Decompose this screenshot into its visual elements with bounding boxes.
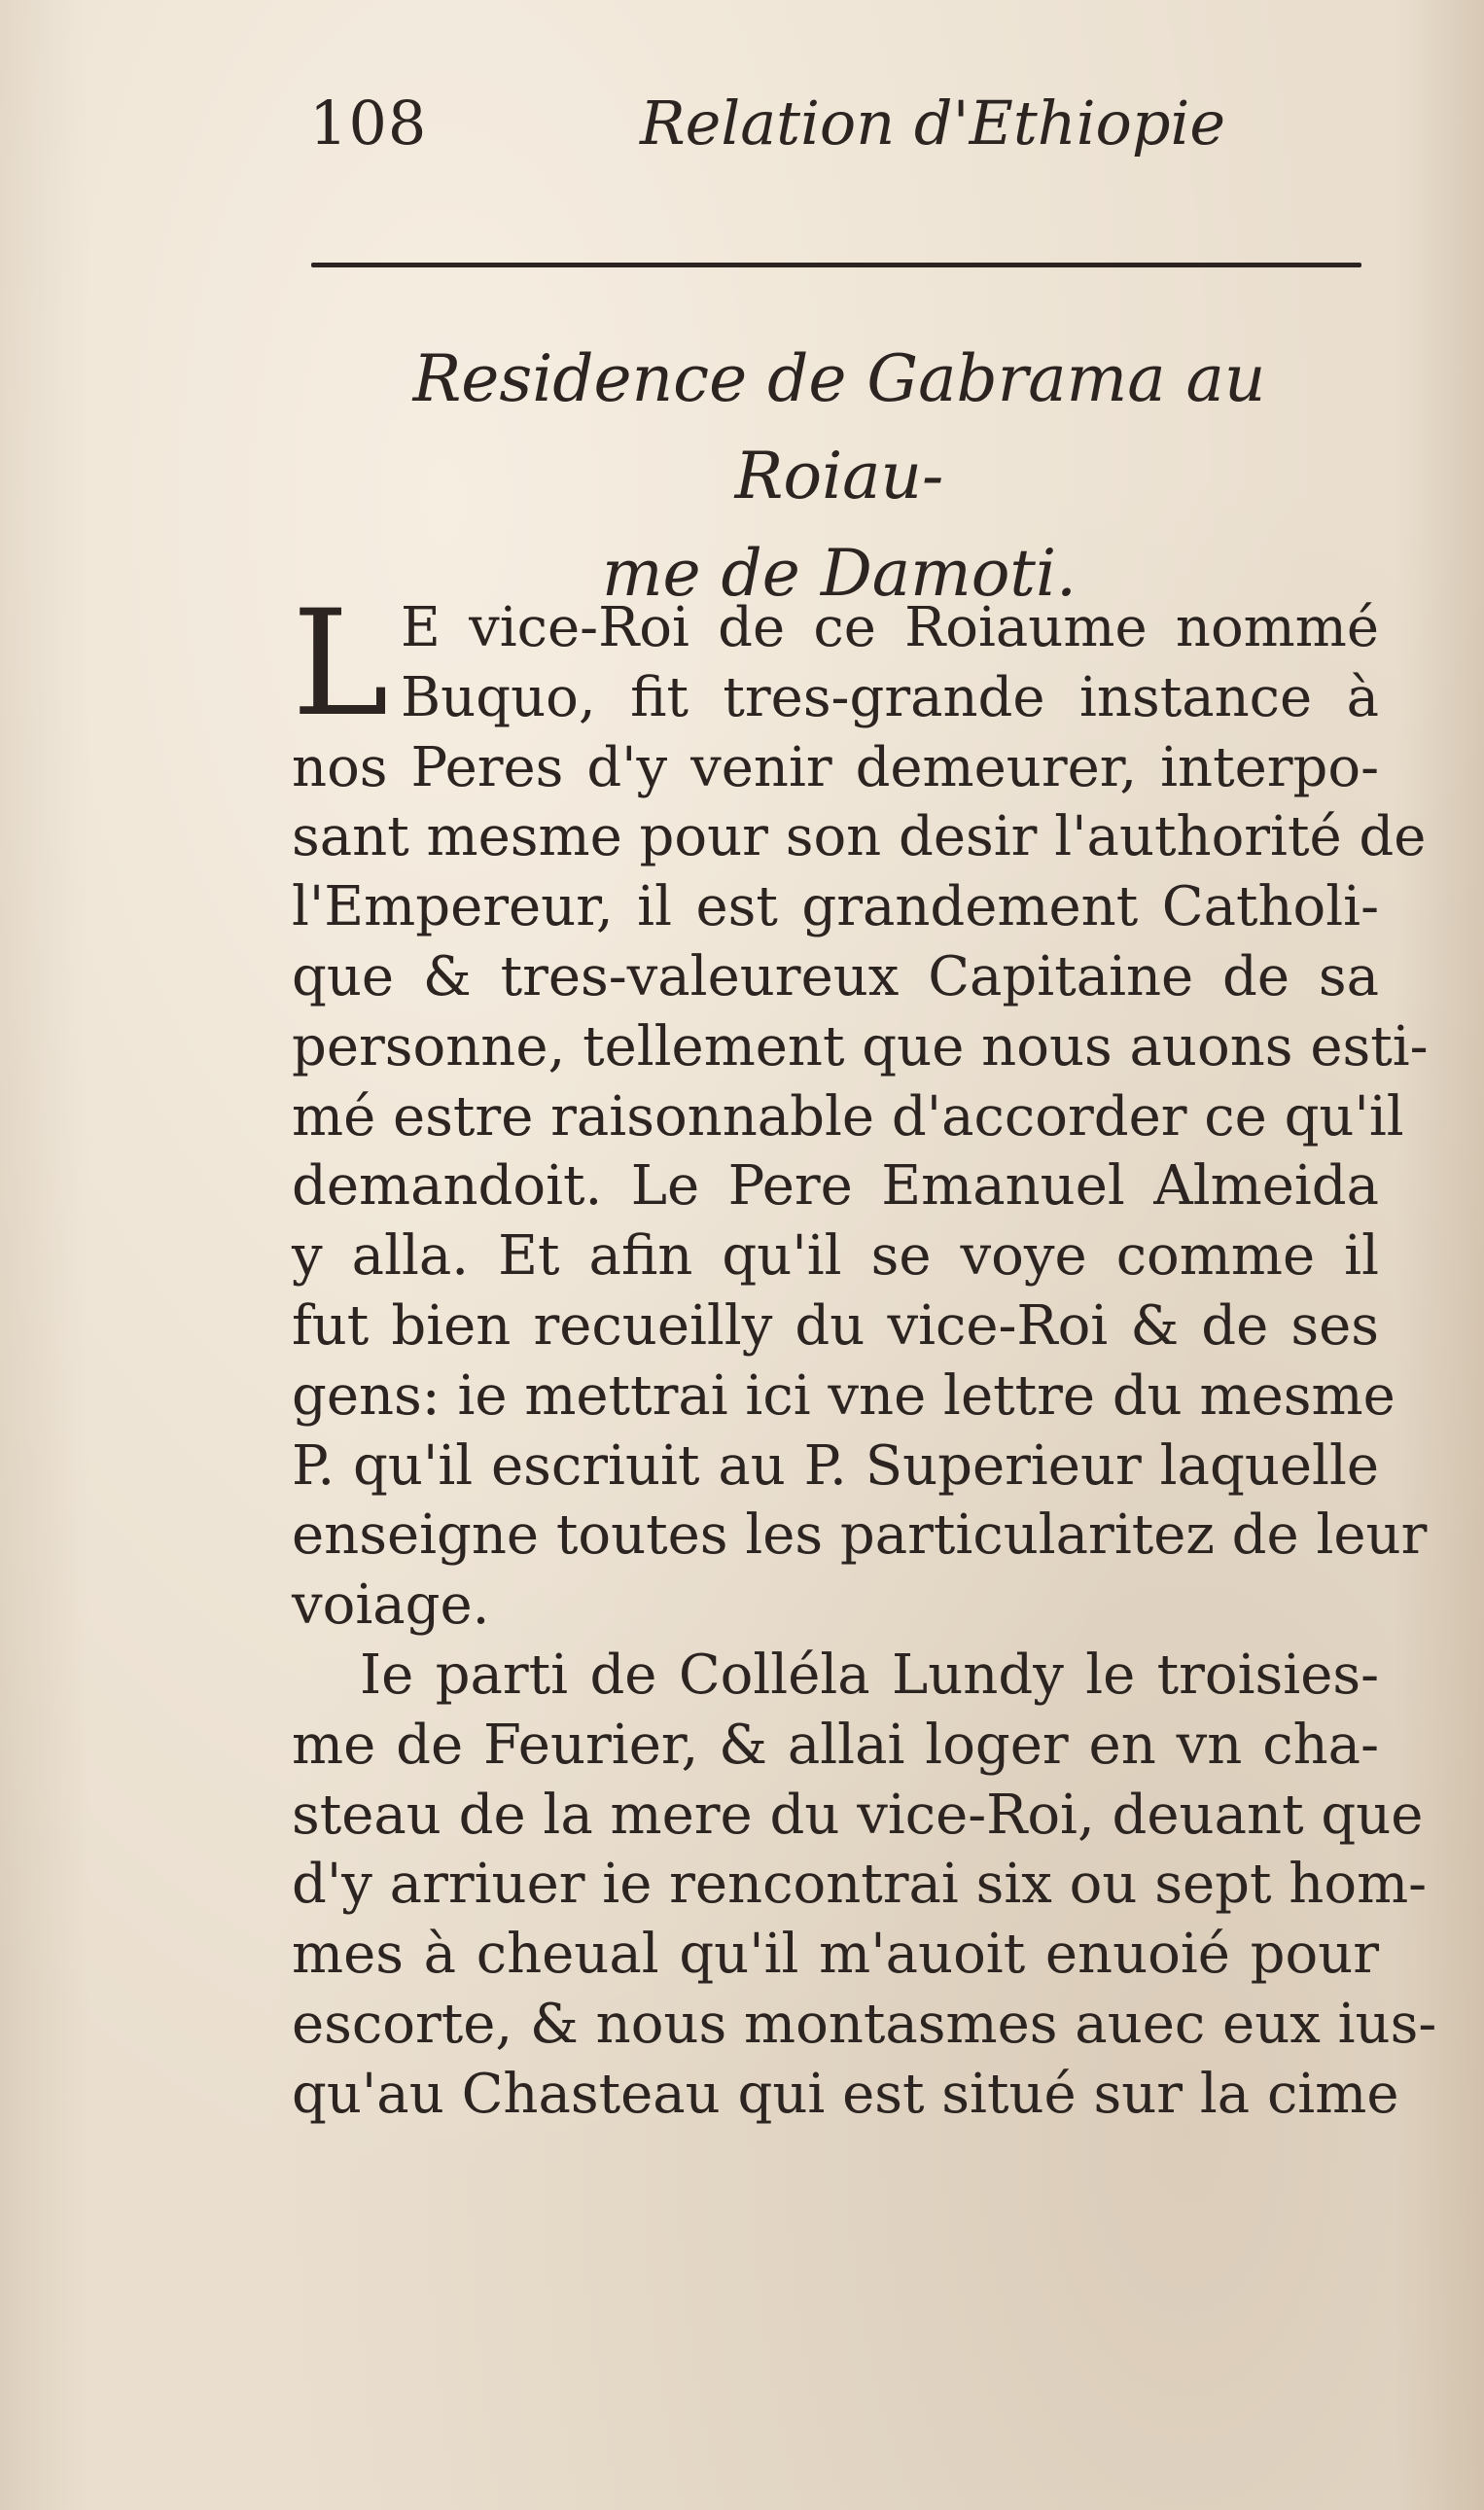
- text-line: nos Peres d'y venir demeurer, interpo-: [292, 735, 1379, 799]
- drop-cap: L: [292, 580, 389, 749]
- text-line: steau de la mere du vice-Roi, deuant que: [292, 1783, 1424, 1847]
- section-title-line: me de Damoti.: [601, 536, 1078, 611]
- text-line: que & tres-valeureux Capitaine de sa: [292, 944, 1379, 1008]
- text-line: E vice-Roi de ce Roiaume nommé: [401, 596, 1379, 659]
- text-line: personne, tellement que nous auons esti-: [292, 1014, 1429, 1078]
- text-line: demandoit. Le Pere Emanuel Almeida: [292, 1154, 1379, 1219]
- text-line: escorte, & nous montasmes auec eux ius-: [292, 1992, 1437, 2056]
- running-head: Relation d'Ethiopie: [640, 88, 1226, 159]
- text-line: Buquo, fit tres-grande instance à: [401, 665, 1379, 729]
- text-line: enseigne toutes les particularitez de leur: [292, 1503, 1428, 1568]
- page-header: [309, 78, 1379, 165]
- text-line: Ie parti de Colléla Lundy le troisies-: [360, 1643, 1379, 1707]
- text-line: gens: ie mettrai ici vne lettre du mesme: [292, 1363, 1396, 1428]
- text-line: y alla. Et afin qu'il se voye comme il: [292, 1224, 1379, 1289]
- body-text: [292, 580, 1437, 2130]
- text-line: voiage.: [292, 1573, 490, 1638]
- text-line: me de Feurier, & allai loger en vn cha-: [292, 1713, 1379, 1777]
- text-line: fut bien recueilly du vice-Roi & de ses: [292, 1293, 1379, 1358]
- section-title-line: Residence de Gabrama au Roiau-: [412, 341, 1266, 513]
- text-line: qu'au Chasteau qui est situé sur la cime: [292, 2062, 1399, 2126]
- section-title: [309, 331, 1369, 622]
- text-line: mé estre raisonnable d'accorder ce qu'il: [292, 1084, 1404, 1149]
- header-rule: [311, 263, 1361, 267]
- text-line: d'y arriuer ie rencontrai six ou sept hom-: [292, 1853, 1428, 1917]
- text-line: sant mesme pour son desir l'authorité de: [292, 805, 1427, 869]
- text-line: mes à cheual qu'il m'auoit enuoié pour: [292, 1923, 1379, 1987]
- page-number: 108: [309, 88, 428, 159]
- text-line: l'Empereur, il est grandement Catholi-: [292, 875, 1379, 939]
- text-line: P. qu'il escriuit au P. Superieur laquelle: [292, 1433, 1379, 1498]
